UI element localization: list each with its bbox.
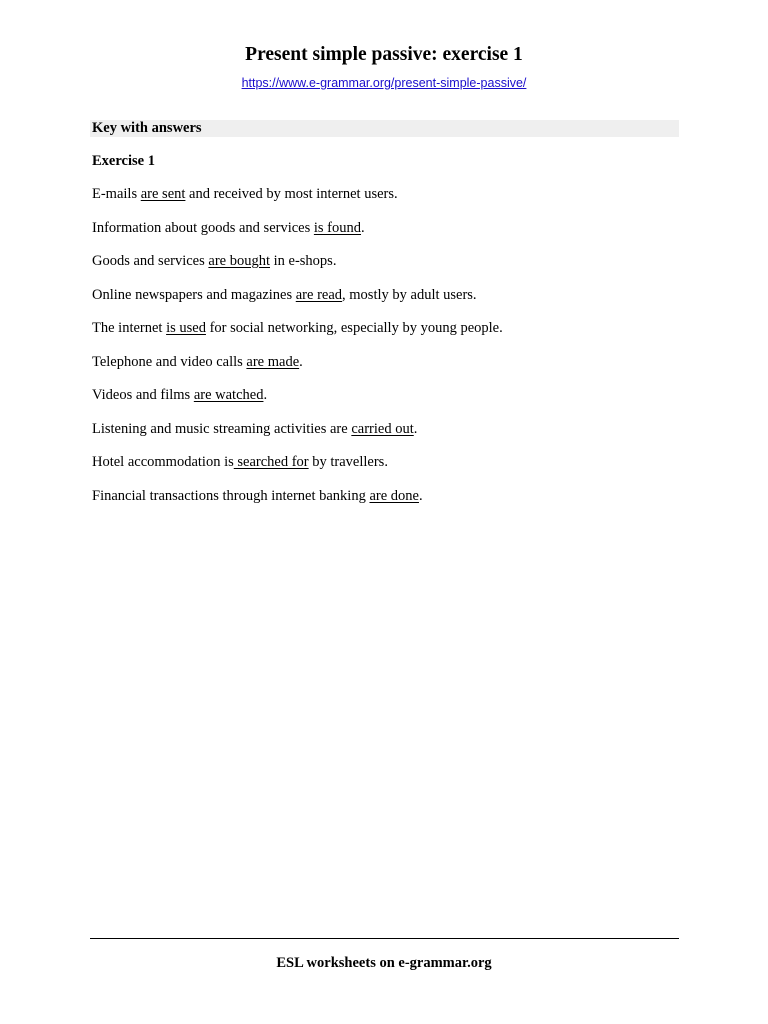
sentence-text-before: Goods and services: [92, 253, 209, 269]
source-link[interactable]: https://www.e-grammar.org/present-simple-passive/: [241, 76, 527, 90]
answer-verb: are read: [295, 286, 343, 303]
sentence-text-before: Online newspapers and magazines: [92, 286, 296, 303]
answer-verb: are watched: [193, 387, 264, 403]
sentence-text-after: and received by most internet users.: [185, 186, 398, 202]
answer-list: [92, 186, 682, 521]
answer-sentence: [92, 387, 682, 421]
answer-sentence: [92, 186, 682, 220]
answer-verb: are done: [369, 487, 419, 504]
answer-sentence: [92, 320, 682, 354]
answer-verb: are bought: [208, 253, 270, 269]
sentence-text-before: Financial transactions through internet banking: [92, 487, 370, 504]
answer-sentence: [92, 488, 682, 522]
sentence-text-after: .: [299, 353, 303, 370]
sentence-text-before: Listening and music streaming activities are: [92, 420, 352, 437]
sentence-text-after: .: [263, 387, 268, 403]
sentence-text-after: .: [413, 420, 418, 437]
answer-verb: carried out: [351, 420, 414, 437]
sentence-text-after: in e-shops.: [270, 253, 337, 269]
exercise-heading: Exercise 1: [92, 153, 155, 169]
sentence-text-after: .: [361, 219, 365, 236]
answer-verb: are sent: [140, 186, 186, 202]
sentence-text-before: Hotel accommodation is: [92, 454, 234, 470]
sentence-text-before: Telephone and video calls: [92, 353, 247, 370]
sentence-text-before: Information about goods and services: [92, 219, 314, 236]
sentence-text-after: .: [418, 487, 423, 504]
key-heading: Key with answers: [92, 120, 202, 136]
sentence-text-before: E-mails: [92, 186, 141, 202]
page-title: Present simple passive: exercise 1: [245, 44, 523, 65]
answer-sentence: [92, 253, 682, 287]
sentence-text-after: , mostly by adult users.: [342, 286, 477, 303]
source-link-line: [0, 75, 768, 91]
answer-sentence: [92, 354, 682, 388]
footer-rule: [90, 938, 679, 939]
footer-text: ESL worksheets on e-grammar.org: [276, 955, 492, 971]
answer-verb: is found: [313, 219, 362, 236]
answer-sentence: [92, 454, 682, 488]
sentence-text-before: Videos and films: [92, 387, 194, 403]
answer-sentence: [92, 421, 682, 455]
sentence-text-before: The internet: [92, 320, 167, 336]
sentence-text-after: for social networking, especially by young people.: [205, 320, 503, 336]
sentence-text-after: by travellers.: [308, 454, 388, 470]
answer-verb: is used: [166, 320, 206, 336]
answer-sentence: [92, 287, 682, 321]
answer-verb: are made: [246, 353, 300, 370]
answer-sentence: [92, 220, 682, 254]
answer-verb: searched for: [233, 454, 309, 470]
